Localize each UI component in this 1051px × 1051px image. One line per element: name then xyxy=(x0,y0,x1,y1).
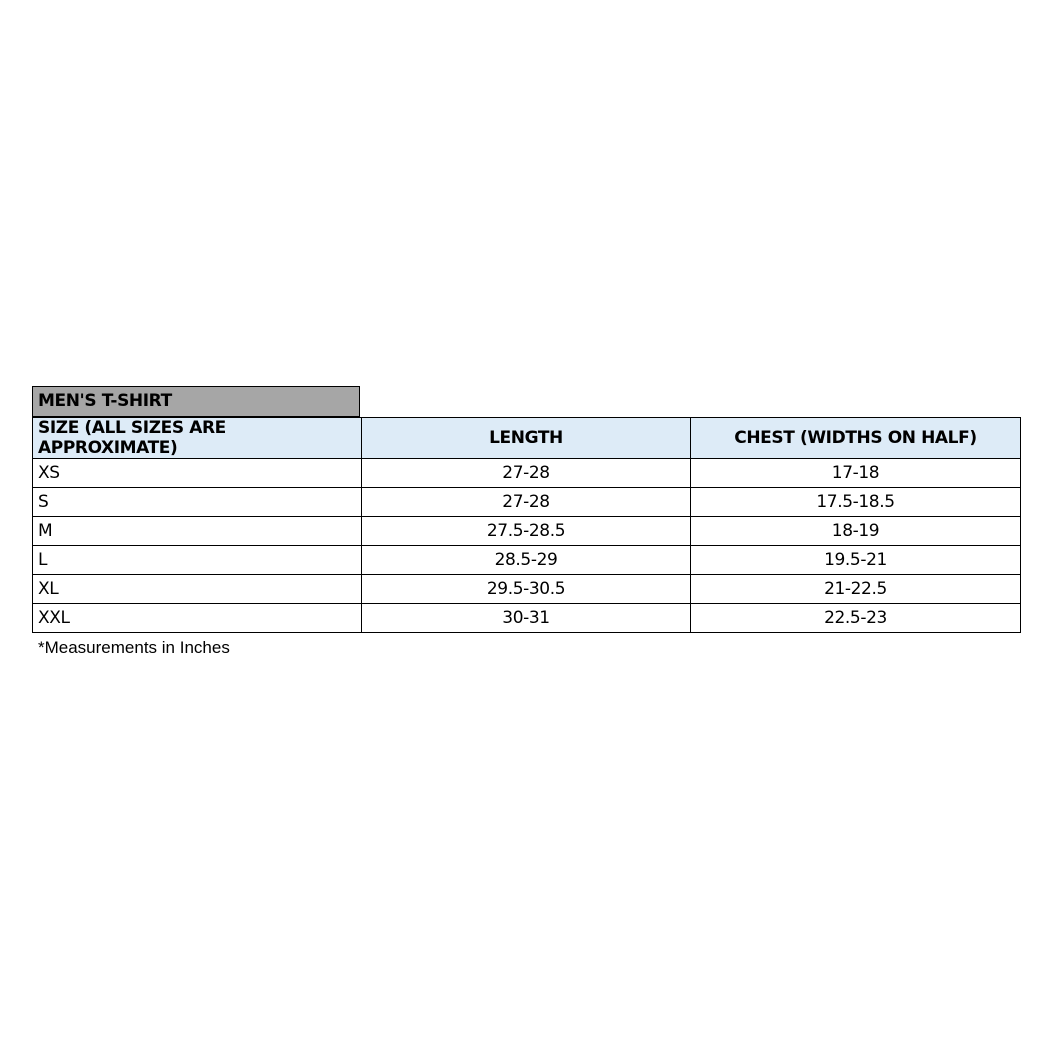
cell-length: 27-28 xyxy=(362,488,691,517)
size-table xyxy=(32,417,1021,633)
cell-length: 28.5-29 xyxy=(362,546,691,575)
table-row xyxy=(33,604,1021,633)
cell-length: 27-28 xyxy=(362,459,691,488)
table-row xyxy=(33,546,1021,575)
cell-chest: 22.5-23 xyxy=(691,604,1021,633)
cell-length: 30-31 xyxy=(362,604,691,633)
cell-length: 29.5-30.5 xyxy=(362,575,691,604)
cell-size: L xyxy=(33,546,362,575)
table-row xyxy=(33,575,1021,604)
header-size: SIZE (ALL SIZES ARE APPROXIMATE) xyxy=(33,418,362,459)
cell-length: 27.5-28.5 xyxy=(362,517,691,546)
footnote: *Measurements in Inches xyxy=(38,638,230,657)
cell-size: XL xyxy=(33,575,362,604)
table-row xyxy=(33,459,1021,488)
cell-chest: 18-19 xyxy=(691,517,1021,546)
cell-size: XXL xyxy=(33,604,362,633)
table-row xyxy=(33,517,1021,546)
chart-title: MEN'S T-SHIRT xyxy=(32,386,360,417)
cell-size: M xyxy=(33,517,362,546)
table-row xyxy=(33,488,1021,517)
cell-chest: 21-22.5 xyxy=(691,575,1021,604)
header-row xyxy=(33,418,1021,459)
cell-chest: 17.5-18.5 xyxy=(691,488,1021,517)
cell-chest: 19.5-21 xyxy=(691,546,1021,575)
cell-chest: 17-18 xyxy=(691,459,1021,488)
header-chest: CHEST (WIDTHS ON HALF) xyxy=(691,418,1021,459)
header-length: LENGTH xyxy=(362,418,691,459)
cell-size: S xyxy=(33,488,362,517)
cell-size: XS xyxy=(33,459,362,488)
